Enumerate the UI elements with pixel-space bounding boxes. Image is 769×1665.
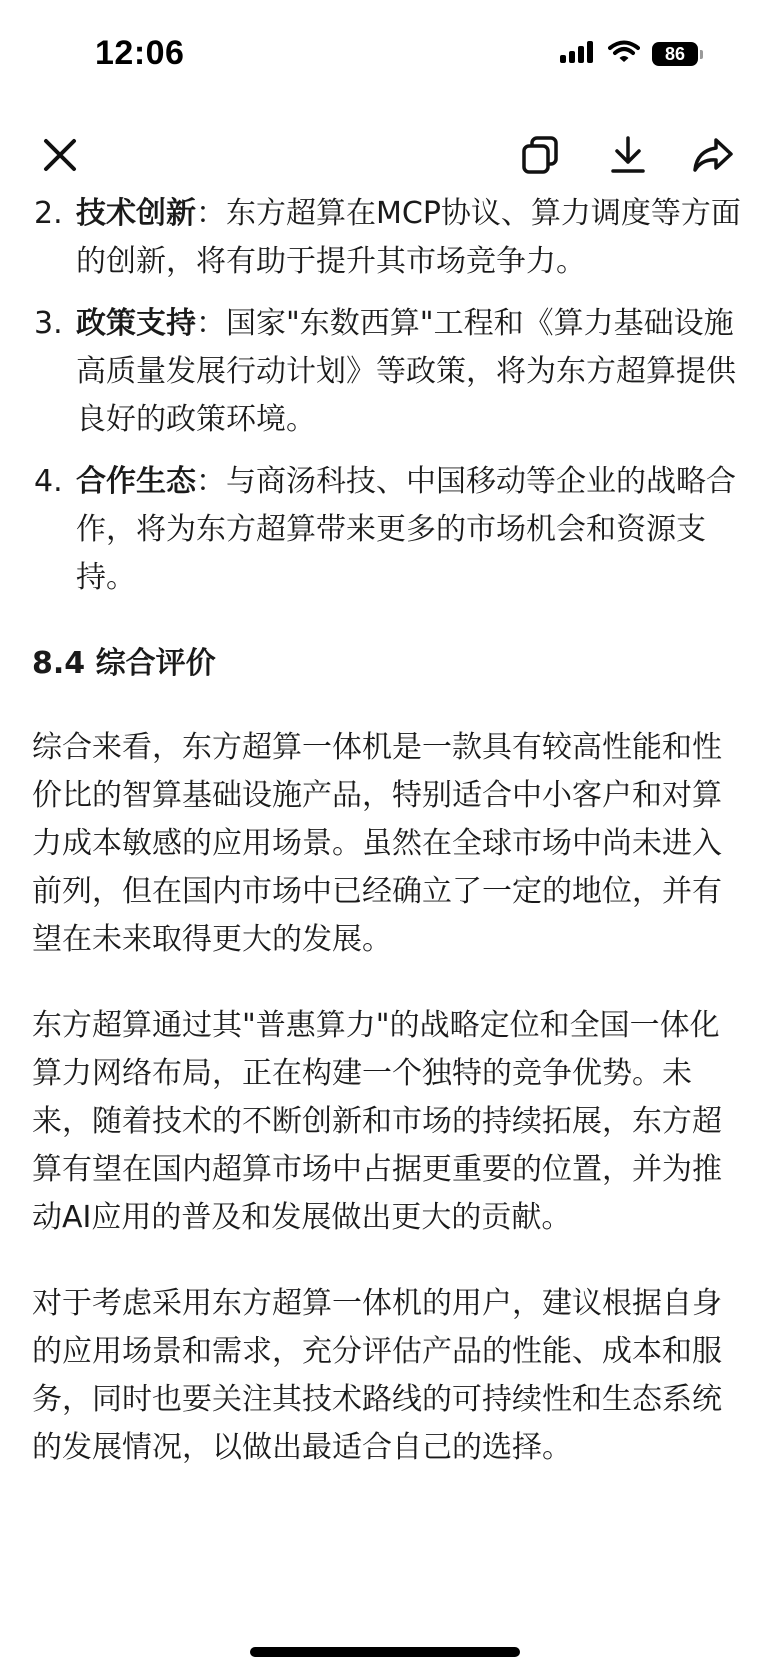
share-button[interactable] — [688, 132, 738, 182]
list-item-text: 国家"东数西算"工程和《算力基础设施高质量发展行动计划》等政策，将为东方超算提供良好的政策环境。 — [76, 306, 736, 437]
battery-icon — [652, 42, 703, 66]
status-icons — [560, 40, 703, 68]
share-icon — [692, 135, 734, 179]
list-item-term: 合作生态 — [76, 464, 196, 499]
list-item — [0, 458, 769, 602]
status-time: 12:06 — [95, 34, 185, 72]
list-item — [0, 190, 769, 286]
list-item-separator: ： — [196, 196, 226, 231]
list-item-separator: ： — [196, 464, 226, 499]
signal-icon — [560, 40, 596, 68]
battery-tip — [700, 50, 703, 59]
article-content — [0, 190, 769, 1472]
home-indicator[interactable] — [250, 1647, 520, 1657]
list-item-separator: ： — [196, 306, 226, 341]
list-item-number: 2. — [34, 196, 63, 231]
close-icon — [42, 137, 78, 177]
status-bar — [0, 0, 769, 110]
section-heading: 8.4 综合评价 — [32, 646, 216, 681]
paragraph: 对于考虑采用东方超算一体机的用户，建议根据自身的应用场景和需求，充分评估产品的性能、成本和服务，同时也要关注其技术路线的可持续性和生态系统的发展情况，以做出最适合自己的选择。 — [32, 1286, 722, 1465]
paragraph: 东方超算通过其"普惠算力"的战略定位和全国一体化算力网络布局，正在构建一个独特的竞争优势。未来，随着技术的不断创新和市场的持续拓展，东方超算有望在国内超算市场中占据更重要的位置，并为推动AI应用的普及和发展做出更大的贡献。 — [32, 1008, 722, 1235]
close-button[interactable] — [35, 132, 85, 182]
list-item-number: 3. — [34, 306, 63, 341]
toolbar — [0, 120, 769, 200]
copy-icon — [520, 135, 560, 179]
copy-button[interactable] — [515, 132, 565, 182]
download-button[interactable] — [603, 132, 653, 182]
download-icon — [608, 135, 648, 179]
list-item-term: 技术创新 — [76, 196, 196, 231]
wifi-icon — [608, 40, 640, 68]
list-item-number: 4. — [34, 464, 63, 499]
list-item — [0, 300, 769, 444]
list-item-text: 与商汤科技、中国移动等企业的战略合作，将为东方超算带来更多的市场机会和资源支持。 — [76, 464, 736, 595]
numbered-list — [0, 190, 769, 602]
paragraph: 综合来看，东方超算一体机是一款具有较高性能和性价比的智算基础设施产品，特别适合中小客户和对算力成本敏感的应用场景。虽然在全球市场中尚未进入前列，但在国内市场中已经确立了一定的地位，并有望在未来取得更大的发展。 — [32, 730, 722, 957]
list-item-text: 东方超算在MCP协议、算力调度等方面的创新，将有助于提升其市场竞争力。 — [76, 196, 741, 279]
battery-level: 86 — [652, 42, 698, 66]
list-item-term: 政策支持 — [76, 306, 196, 341]
